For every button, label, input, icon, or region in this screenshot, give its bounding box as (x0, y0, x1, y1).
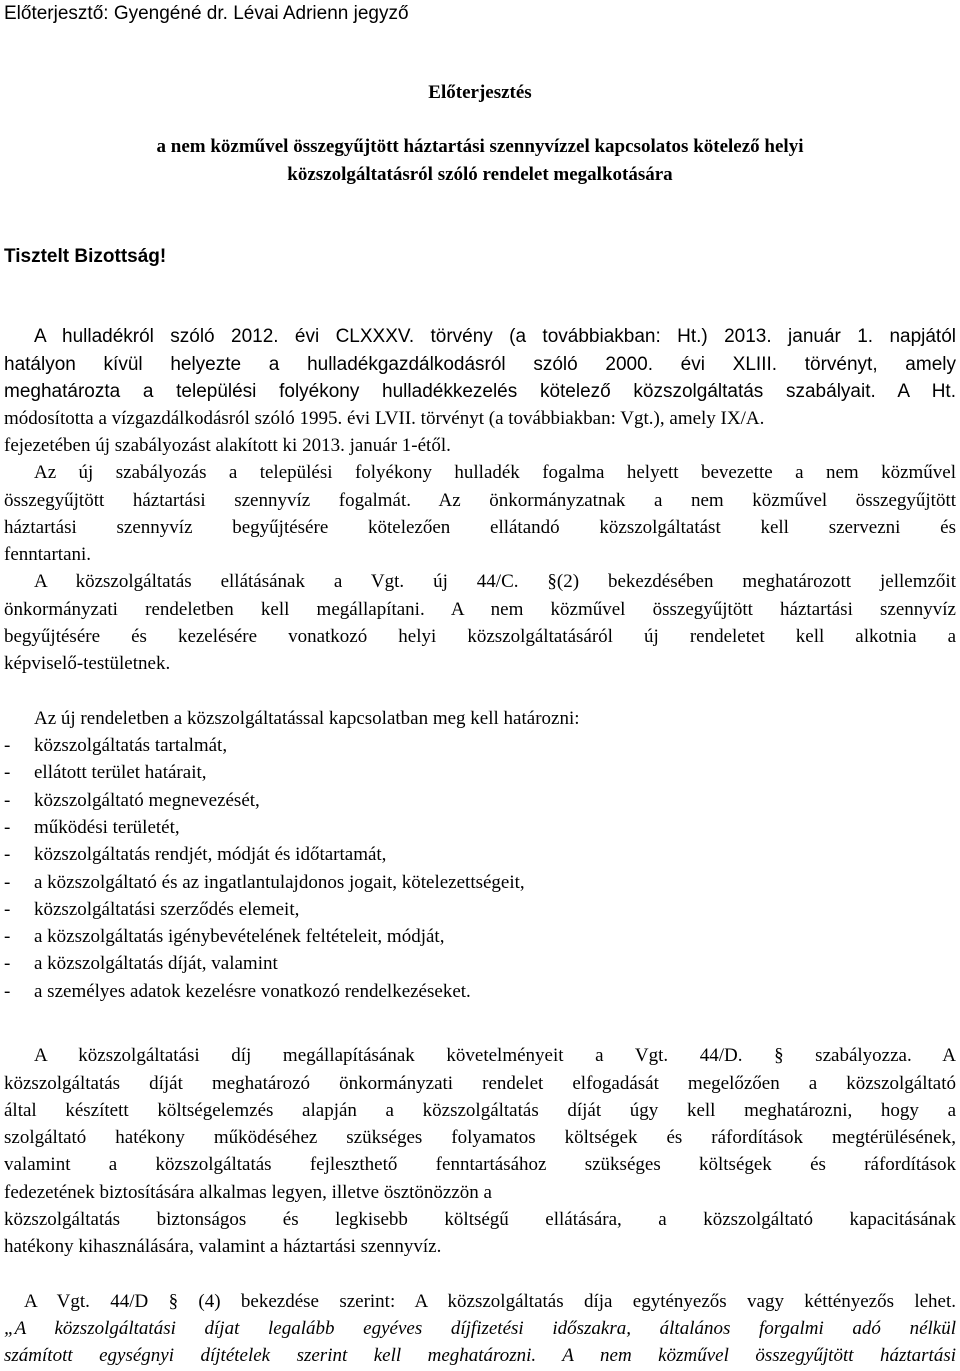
presenter-line (4, 0, 956, 27)
document-subtitle-line-2: közszolgáltatásról szóló rendelet megalkotására (287, 164, 673, 185)
list-item (4, 841, 386, 868)
list-item (4, 923, 444, 950)
list-item-text: a közszolgáltatás díját, valamint (34, 953, 278, 974)
dash-bullet: - (4, 872, 11, 893)
paragraph-line: fenntartani. (4, 544, 92, 565)
paragraph-line: begyűjtésére és kezelésére vonatkozó helyi közszolgáltatásáról új rendeletet kell alkotnia a (4, 626, 956, 647)
dash-bullet: - (4, 899, 11, 920)
list-item-text: a közszolgáltató és az ingatlantulajdonos jogait, kötelezettségeit, (34, 872, 525, 893)
list-item-text: közszolgáltatás tartalmát, (34, 735, 228, 756)
dash-bullet: - (4, 926, 11, 947)
salutation: Tisztelt Bizottság! (4, 246, 167, 267)
paragraph-line: szolgáltató hatékony működéséhez szükséges folyamatos költségek és ráfordítások megtérülésének, (4, 1127, 956, 1148)
paragraph-line: módosította a vízgazdálkodásról szóló 1995. évi LVII. törvényt (a továbbiakban: Vgt.), amely IX/A. (4, 408, 765, 429)
list-item-text: közszolgáltatás rendjét, módját és időtartamát, (34, 844, 387, 865)
paragraph-line: A hulladékról szóló 2012. évi CLXXXV. törvény (a továbbiakban: Ht.) 2013. január 1. napjától (34, 326, 956, 347)
paragraph-line: közszolgáltatás díját meghatározó önkormányzati rendelet elfogadását megelőzően a közszolgáltató (4, 1073, 956, 1094)
paragraph-line: valamint a közszolgáltatás fejleszthető fenntartásához szükséges költségek és ráfordítások (4, 1154, 956, 1175)
dash-bullet: - (4, 981, 11, 1002)
document-subtitle-line-1: a nem közművel összegyűjtött háztartási szennyvízzel kapcsolatos kötelező helyi (156, 136, 804, 157)
paragraph-line: fejezetében új szabályozást alakított ki 2013. január 1-étől. (4, 435, 451, 456)
list-intro: Az új rendeletben a közszolgáltatással kapcsolatban meg kell határozni: (34, 708, 580, 729)
list-item (4, 732, 227, 759)
paragraph-line: A Vgt. 44/D § (4) bekezdése szerint: A közszolgáltatás díja egytényezős vagy kéttényezős lehet. (24, 1291, 956, 1312)
list-item-text: működési területét, (34, 817, 180, 838)
presenter-text: Előterjesztő: Gyengéné dr. Lévai Adrienn jegyző (4, 3, 409, 24)
paragraph-line: közszolgáltatás biztonságos és legkisebb költségű ellátására, a közszolgáltató kapacitásának (4, 1209, 956, 1230)
paragraph-line: képviselő-testületnek. (4, 653, 171, 674)
paragraph-line: meghatározta a települési folyékony hulladékkezelés kötelező közszolgáltatás szabályait. A Ht. (4, 381, 956, 402)
dash-bullet: - (4, 762, 11, 783)
list-item-text: a közszolgáltatás igénybevételének feltételeit, módját, (34, 926, 445, 947)
dash-bullet: - (4, 817, 11, 838)
list-item (4, 814, 180, 841)
dash-bullet: - (4, 790, 11, 811)
list-item-text: ellátott terület határait, (34, 762, 207, 783)
paragraph-line: A közszolgáltatás ellátásának a Vgt. új 44/C. §(2) bekezdésében meghatározott jellemzőit (34, 571, 956, 592)
quote-line: számított egységnyi díjtételek szerint kell meghatározni. A nem közművel összegyűjtött háztartási (4, 1345, 956, 1366)
paragraph-line: által készített költségelemzés alapján a közszolgáltatás díját úgy kell meghatározni, hogy a (4, 1100, 956, 1121)
list-item (4, 869, 525, 896)
list-item-text: közszolgáltatási szerződés elemeit, (34, 899, 300, 920)
list-item-text: közszolgáltató megnevezését, (34, 790, 260, 811)
list-item-text: a személyes adatok kezelésre vonatkozó rendelkezéseket. (34, 981, 471, 1002)
dash-bullet: - (4, 844, 11, 865)
paragraph-line: összegyűjtött háztartási szennyvíz fogalmát. Az önkormányzatnak a nem közművel összegyűjtött (4, 490, 956, 511)
paragraph-line: hatályon kívül helyezte a hulladékgazdálkodásról szóló 2000. évi XLIII. törvényt, amely (4, 354, 956, 375)
document-title: Előterjesztés (428, 82, 532, 103)
dash-bullet: - (4, 953, 11, 974)
paragraph-line: hatékony kihasználására, valamint a háztartási szennyvíz. (4, 1236, 442, 1257)
list-item (4, 978, 471, 1005)
list-item (4, 759, 207, 786)
paragraph-line: háztartási szennyvíz begyűjtésére kötelezően ellátandó közszolgáltatást kell szervezni és (4, 517, 956, 538)
quote-line: „A közszolgáltatási díjat legalább egyéves díjfizetési időszakra, általános forgalmi adó nélkül (4, 1318, 956, 1339)
dash-bullet: - (4, 735, 11, 756)
paragraph-line: A közszolgáltatási díj megállapításának követelményeit a Vgt. 44/D. § szabályozza. A (34, 1045, 956, 1066)
list-item (4, 896, 299, 923)
list-item (4, 787, 260, 814)
paragraph-line: önkormányzati rendeletben kell megállapítani. A nem közművel összegyűjtött háztartási szennyvíz (4, 599, 956, 620)
paragraph-line: Az új szabályozás a települési folyékony hulladék fogalma helyett bevezette a nem közművel (34, 462, 956, 483)
paragraph-line: fedezetének biztosítására alkalmas legyen, illetve ösztönözzön a (4, 1182, 492, 1203)
list-item (4, 950, 278, 977)
